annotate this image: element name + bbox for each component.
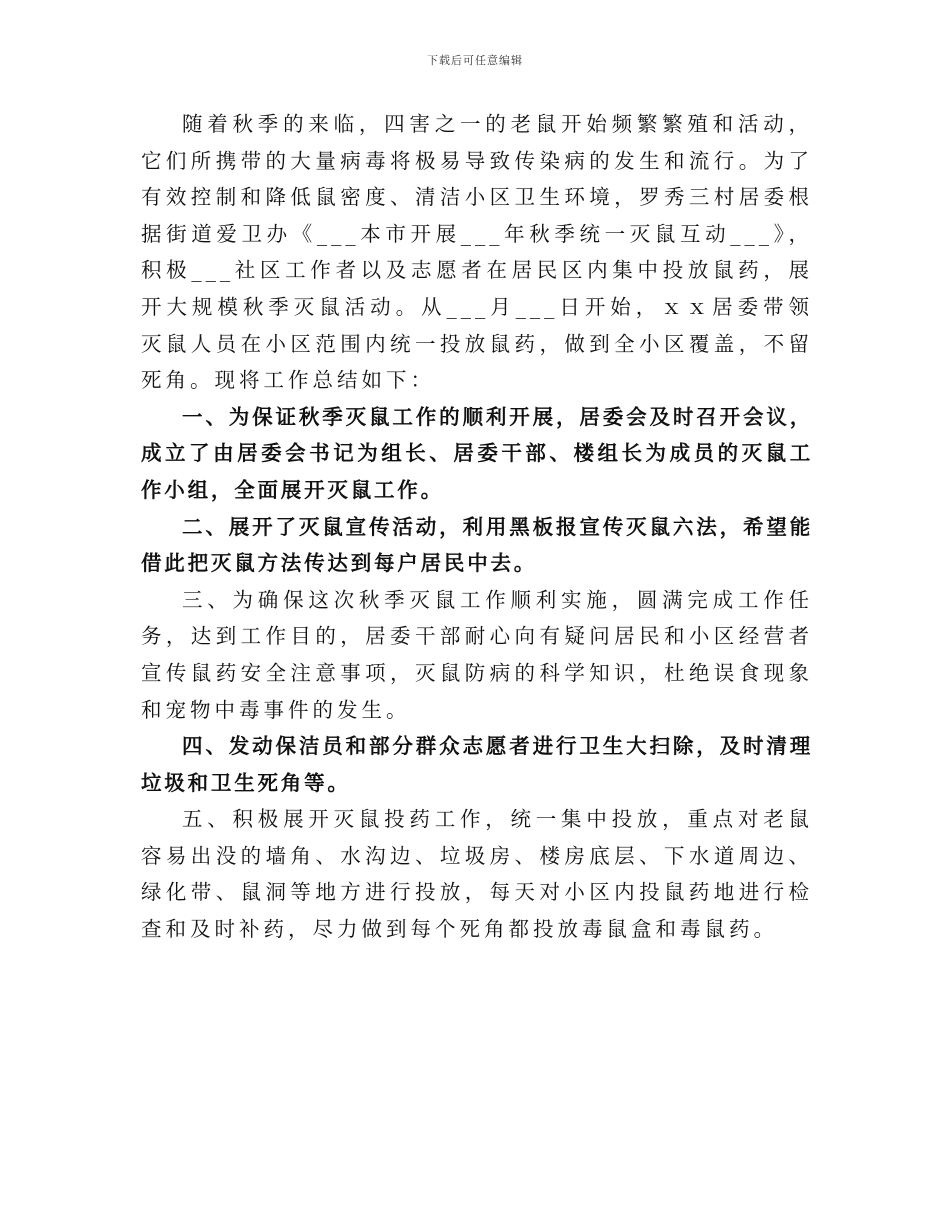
document-body [141,106,813,948]
paragraph-item-4: 四、发动保洁员和部分群众志愿者进行卫生大扫除，及时清理垃圾和卫生死角等。 [141,734,813,795]
paragraph-item-2: 二、展开了灭鼠宣传活动，利用黑板报宣传灭鼠六法，希望能借此把灭鼠方法传达到每户居民中去。 [141,514,813,576]
paragraph-item-3: 三、为确保这次秋季灭鼠工作顺利实施，圆满完成工作任务，达到工作目的，居委干部耐心向有疑问居民和小区经营者宣传鼠药安全注意事项，灭鼠防病的科学知识，杜绝误食现象和宠物中毒事件的发生。 [141,587,813,722]
paragraph-item-5: 五、积极展开灭鼠投药工作，统一集中投放，重点对老鼠容易出没的墙角、水沟边、垃圾房、楼房底层、下水道周边、绿化带、鼠洞等地方进行投放，每天对小区内投鼠药地进行检查和及时补药，尽力做到每个死角都投放毒鼠盒和毒鼠药。 [141,807,813,942]
paragraph-intro: 随着秋季的来临，四害之一的老鼠开始频繁繁殖和活动，它们所携带的大量病毒将极易导致传染病的发生和流行。为了有效控制和降低鼠密度、清洁小区卫生环境，罗秀三村居委根据街道爱卫办《___本市开展___年秋季统一灭鼠互动___》，积极___社区工作者以及志愿者在居民区内集中投放鼠药，展开大规模秋季灭鼠活动。从___月___日开始，ｘｘ居委带领灭鼠人员在小区范围内统一投放鼠药，做到全小区覆盖，不留死角。现将工作总结如下： [141,112,813,393]
paragraph-item-1: 一、为保证秋季灭鼠工作的顺利开展，居委会及时召开会议，成立了由居委会书记为组长、居委干部、楼组长为成员的灭鼠工作小组，全面展开灭鼠工作。 [141,404,813,502]
page-header-note: 下载后可任意编辑 [427,54,523,67]
